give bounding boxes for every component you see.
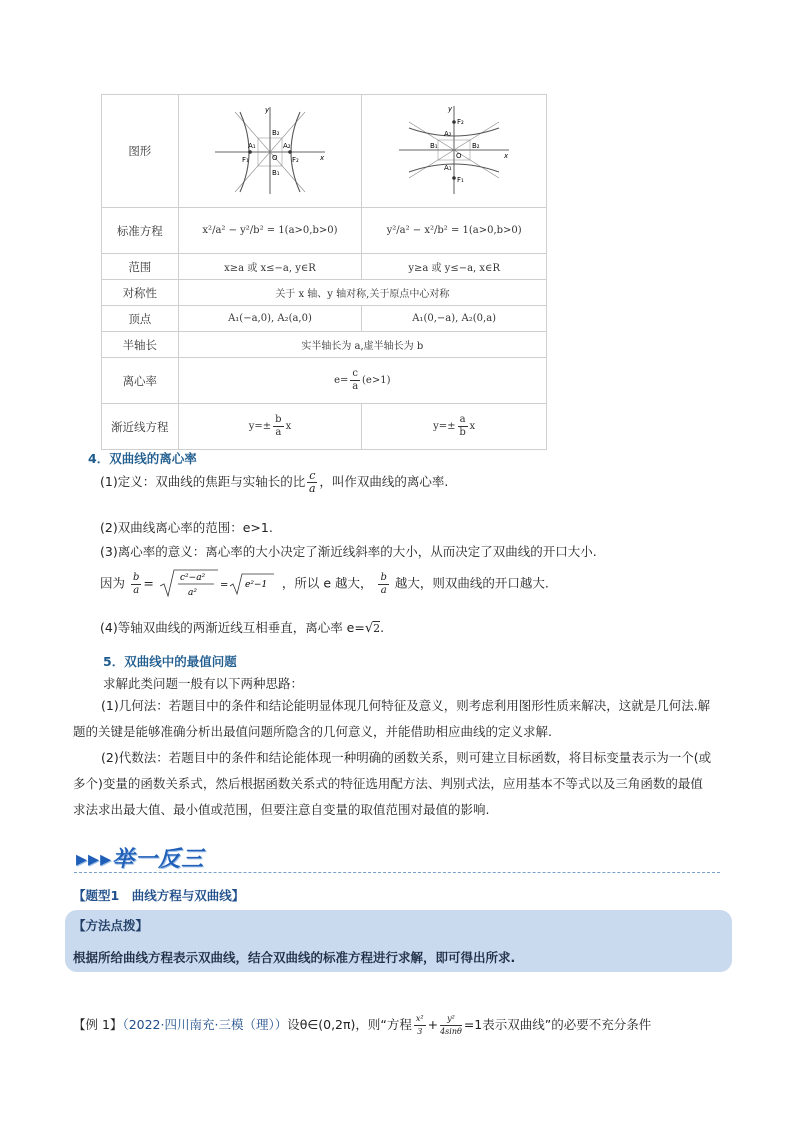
fig1-b1-label: B₁: [271, 169, 280, 177]
asymptote-y-axis: y=± $\frac{a}{b}$ x: [362, 404, 547, 450]
fig1-y-label: y: [264, 106, 270, 114]
section-4-definition: (1)定义：双曲线的焦距与实轴长的比 $\frac{c}{a}$ ，叫作双曲线的离心率.: [100, 469, 449, 495]
asymptote-x-axis: y=± $\frac{b}{a}$ x: [178, 404, 362, 450]
fig1-a1-label: A₁: [247, 142, 256, 150]
row-label: 标准方程: [102, 208, 179, 254]
row-label: 顶点: [102, 306, 179, 332]
table-row-eccentricity: [102, 358, 547, 404]
question-type-heading: 【题型1 曲线方程与双曲线】: [73, 888, 245, 903]
method-tip-title: 【方法点拨】: [73, 918, 149, 933]
example-source: （2022·四川南充·三模（理））: [122, 1017, 288, 1032]
fig1-f1-label: F₁: [241, 156, 249, 164]
table-row-figure: [102, 95, 547, 208]
fig2-x-label: x: [504, 152, 509, 160]
figure-vertical-hyperbola: [362, 95, 547, 208]
equation-y-axis: y²/a² − x²/b² = 1(a>0,b>0): [362, 208, 547, 254]
semi-axis-value: 实半轴长为 a,虚半轴长为 b: [178, 332, 546, 358]
fig2-a2-label: A₂: [444, 130, 452, 138]
section-4-heading: 4．双曲线的离心率: [88, 451, 197, 466]
equation-x-axis: x²/a² − y²/b² = 1(a>0,b>0): [178, 208, 362, 254]
sqrt-formula: [158, 568, 278, 600]
table-row-vertices: [102, 306, 547, 332]
fig1-a2-label: A₂: [282, 142, 291, 150]
example-tag: 【例 1】: [73, 1017, 123, 1032]
row-label: 渐近线方程: [102, 404, 179, 450]
symmetry-value: 关于 x 轴、y 轴对称,关于原点中心对称: [178, 280, 546, 306]
example-1: 【例 1】（2022·四川南充·三模（理））设θ∈(0,2π)，则“方程 $\frac{\text{x²}}{3}$ + $\frac{\text{y²}}{4\sin\theta}$ =1表示双曲线”的必要不充分条件: [73, 1014, 652, 1036]
table-row-semi-axis: [102, 332, 547, 358]
row-label: 离心率: [102, 358, 179, 404]
figure-horizontal-hyperbola: [178, 95, 362, 208]
hyperbola-x-axis-figure: [210, 102, 330, 197]
table-row-symmetry: [102, 280, 547, 306]
section-5-heading: 5．双曲线中的最值问题: [103, 654, 237, 669]
fig2-f1-label: F₁: [457, 176, 464, 184]
row-label: 半轴长: [102, 332, 179, 358]
fig2-origin-label: O: [456, 152, 462, 160]
range-y-axis: y≥a 或 y≤−a, x∈R: [362, 254, 547, 280]
method-tip-body: 根据所给曲线方程表示双曲线，结合双曲线的标准方程进行求解，即可得出所求.: [73, 950, 516, 965]
fig1-f2-label: F₂: [291, 156, 299, 164]
section-5-algebraic-method: (2)代数法：若题目中的条件和结论能体现一种明确的函数关系，则可建立目标函数，将目标变量表示为一个(或多个)变量的函数关系式，然后根据函数关系式的特征选用配方法、判别式法，应用基本不等式以及三角函数的最值求法求出最大值、最小值或范围，但要注意自变量的取值范围对最值的影响.: [73, 750, 712, 817]
fig2-y-label: y: [448, 105, 453, 113]
row-label: 对称性: [102, 280, 179, 306]
hyperbola-y-axis-figure: [394, 102, 514, 197]
svg-text:e²−1: e²−1: [244, 580, 268, 590]
table-row-range: [102, 254, 547, 280]
hyperbola-properties-table: [101, 94, 547, 450]
banner-divider: [74, 872, 720, 873]
vertices-y-axis: A₁(0,−a), A₂(0,a): [362, 306, 547, 332]
fig2-a1-label: A₁: [444, 164, 452, 172]
section-5-intro: 求解此类问题一般有以下两种思路：: [103, 676, 304, 691]
eccentricity-value: e= $\frac{c}{a}$ (e>1): [178, 358, 546, 404]
fig2-b1-label: B₁: [430, 142, 438, 150]
section-4-reason: 因为 $\frac{b}{a}$ = c²−a² a² = e²−1 ，所以 e 越大， $\frac{b}{a}$ 越大，则双曲线的开口越大.: [100, 568, 549, 600]
example-text-start: 设θ∈(0,2π)，则“方程: [287, 1017, 412, 1032]
section-4-equilateral: (4)等轴双曲线的两渐近线互相垂直，离心率 e=√2.: [100, 620, 385, 636]
fig1-b2-label: B₂: [271, 129, 280, 137]
example-text-end: =1表示双曲线”的必要不充分条件: [463, 1017, 652, 1032]
fig2-b2-label: B₂: [472, 142, 480, 150]
fig1-origin-label: O: [271, 154, 278, 162]
vertices-x-axis: A₁(−a,0), A₂(a,0): [178, 306, 362, 332]
practice-banner-title: ▸▸▸举一反三: [76, 846, 205, 872]
fig1-x-label: x: [319, 154, 325, 162]
fig2-f2-label: F₂: [457, 118, 464, 126]
section-5-geometric-method: (1)几何法：若题目中的条件和结论能明显体现几何特征及意义，则考虑利用图形性质来解决，这就是几何法.解题的关键是能够准确分析出最值问题所隐含的几何意义，并能借助相应曲线的定义求解.: [73, 698, 711, 739]
table-row-asymptote: [102, 404, 547, 450]
table-row-standard-equation: [102, 208, 547, 254]
section-4-range: (2)双曲线离心率的范围：e>1.: [100, 520, 273, 535]
svg-text:a²: a²: [187, 588, 197, 598]
row-label: 范围: [102, 254, 179, 280]
svg-text:c²−a²: c²−a²: [179, 573, 206, 583]
row-label: 图形: [102, 95, 179, 208]
range-x-axis: x≥a 或 x≤−a, y∈R: [178, 254, 362, 280]
svg-text:=: =: [219, 580, 229, 591]
section-4-meaning: (3)离心率的意义：离心率的大小决定了渐近线斜率的大小，从而决定了双曲线的开口大小.: [100, 544, 597, 559]
